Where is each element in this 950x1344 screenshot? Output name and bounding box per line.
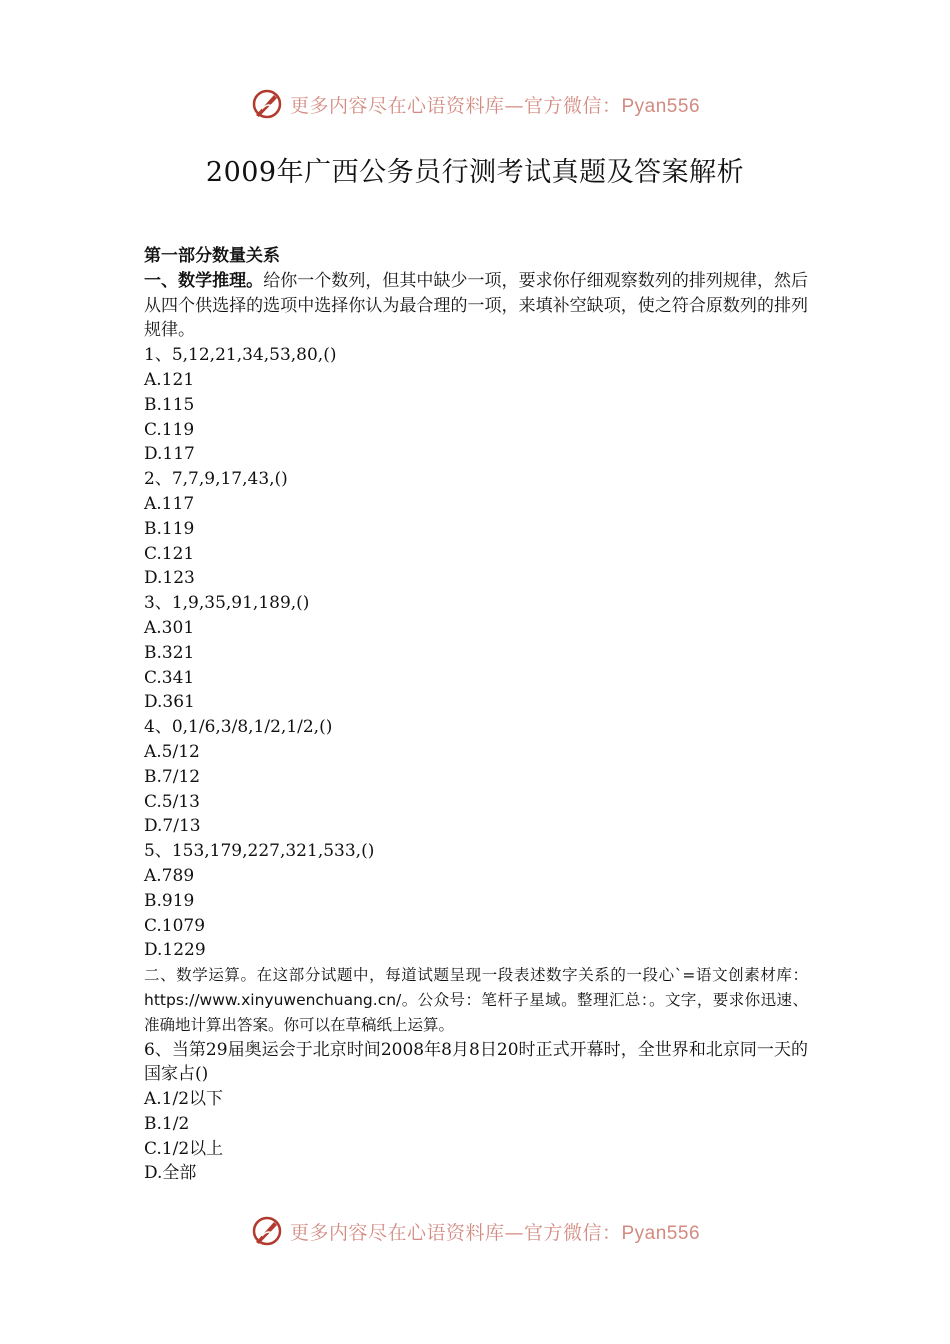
- question-stem: 3、1,9,35,91,189,(): [144, 593, 310, 614]
- option: D.117: [144, 444, 195, 465]
- option: C.119: [144, 419, 195, 440]
- option: D.1229: [144, 940, 206, 961]
- option: A.121: [144, 369, 195, 390]
- section1-label: 一、数学推理。: [144, 270, 264, 291]
- banner-text: [290, 1218, 700, 1245]
- footer-banner: [0, 1211, 950, 1251]
- option: B.1/2: [144, 1113, 190, 1134]
- option: A.5/12: [144, 741, 200, 762]
- question-stem: 1、5,12,21,34,53,80,(): [144, 345, 337, 366]
- question-stem: 6、当第29届奥运会于北京时间2008年8月8日20时正式开幕时，全世界和北京同一天的国家占(): [144, 1039, 808, 1085]
- question-stem: 2、7,7,9,17,43,(): [144, 469, 288, 490]
- option: D.361: [144, 692, 195, 713]
- option: C.1079: [144, 915, 206, 936]
- option: B.7/12: [144, 766, 201, 787]
- option: C.121: [144, 543, 195, 564]
- option: D.123: [144, 568, 195, 589]
- banner-label: 更多内容尽在心语资料库—官方微信：: [289, 94, 622, 117]
- banner-wechat-id: Pyan556: [621, 95, 701, 117]
- question-stem: 5、153,179,227,321,533,(): [144, 841, 375, 862]
- option: A.301: [144, 617, 195, 638]
- option: B.115: [144, 394, 195, 415]
- section1-intro: [144, 269, 808, 343]
- option: A.117: [144, 493, 195, 514]
- option: C.341: [144, 667, 195, 688]
- option: A.1/2以下: [144, 1089, 224, 1110]
- option: C.5/13: [144, 791, 200, 812]
- banner-wechat-id: Pyan556: [621, 1222, 701, 1244]
- option: B.119: [144, 518, 195, 539]
- section2-intro: 二、数学运算。在这部分试题中，每道试题呈现一段表述数字关系的一段心`=语文创素材库：https://www.xinyuwenchuang.cn/。公众号：笔杆子星域。整理汇总：。文字，要求你迅速、准确地计算出答案。你可以在草稿纸上运算。: [144, 966, 808, 1034]
- option: A.789: [144, 865, 195, 886]
- option: B.321: [144, 642, 195, 663]
- option: D.7/13: [144, 816, 201, 837]
- pen-logo-icon: [250, 1214, 284, 1248]
- document-body: [144, 244, 808, 1186]
- option: B.919: [144, 890, 195, 911]
- section1-text: 给你一个数列，但其中缺少一项，要求你仔细观察数列的排列规律，然后从四个供选择的选项中选择你认为最合理的一项，来填补空缺项，使之符合原数列的排列规律。: [144, 270, 809, 341]
- option: C.1/2以上: [144, 1138, 224, 1159]
- page-title: 2009年广西公务员行测考试真题及答案解析: [205, 157, 745, 188]
- header-banner: [0, 84, 950, 124]
- pen-logo-icon: [250, 87, 284, 121]
- option: D.全部: [144, 1163, 197, 1184]
- part-heading: 第一部分数量关系: [144, 246, 280, 266]
- banner-text: [290, 91, 700, 118]
- banner-label: 更多内容尽在心语资料库—官方微信：: [289, 1221, 622, 1244]
- question-stem: 4、0,1/6,3/8,1/2,1/2,(): [144, 717, 333, 738]
